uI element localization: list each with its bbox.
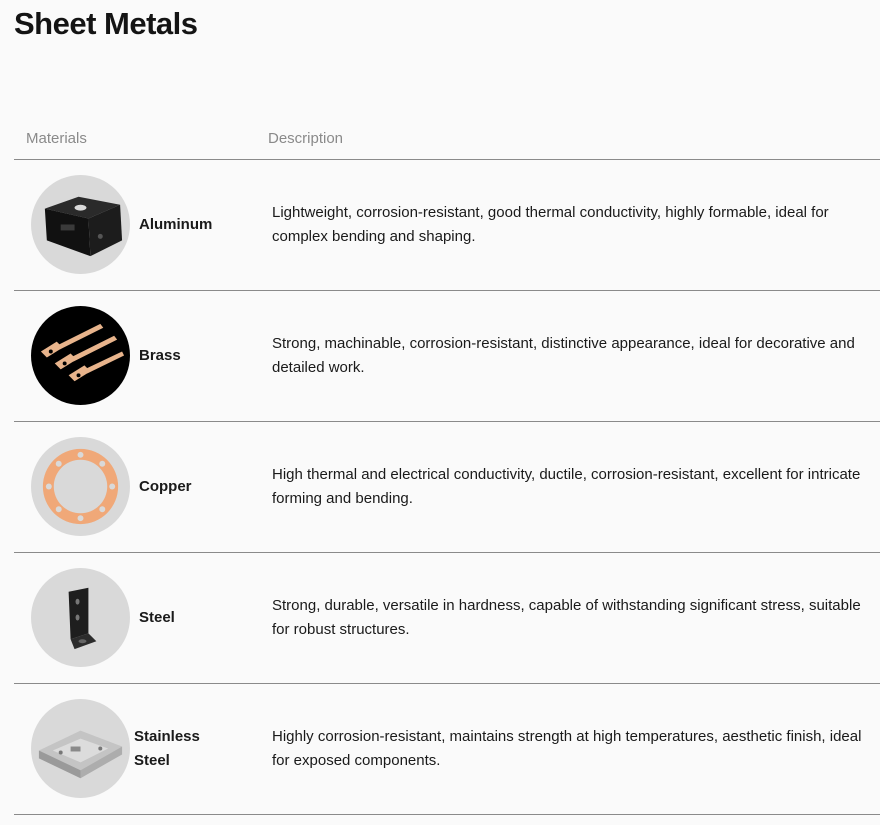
material-description: High thermal and electrical conductivity, ductile, corrosion-resistant, excellent for intricate forming and bending. <box>272 466 861 507</box>
copper-image <box>31 437 130 536</box>
materials-table <box>14 121 880 815</box>
aluminum-image <box>31 175 130 274</box>
material-description: Strong, durable, versatile in hardness, capable of withstanding significant stress, suitable for robust structures. <box>272 597 861 638</box>
header-materials: Materials <box>26 130 87 147</box>
page-title: Sheet Metals <box>14 6 198 41</box>
material-name: Brass <box>139 347 181 364</box>
table-row <box>14 553 880 684</box>
material-description: Strong, machinable, corrosion-resistant, distinctive appearance, ideal for decorative and detailed work. <box>272 335 855 376</box>
table-header <box>14 121 880 160</box>
table-row <box>14 684 880 815</box>
steel-image <box>31 568 130 667</box>
material-description: Highly corrosion-resistant, maintains strength at high temperatures, aesthetic finish, ideal for exposed components. <box>272 728 862 769</box>
table-row <box>14 422 880 553</box>
material-name: Copper <box>139 478 192 495</box>
material-name: Aluminum <box>139 216 213 233</box>
brass-image <box>31 306 130 405</box>
material-name: Steel <box>139 609 175 626</box>
table-row <box>14 291 880 422</box>
table-row <box>14 160 880 291</box>
header-description: Description <box>268 130 344 147</box>
stainless-steel-image <box>31 699 130 798</box>
material-description: Lightweight, corrosion-resistant, good thermal conductivity, highly formable, ideal for complex bending and shaping. <box>272 204 829 245</box>
material-name: Stainless Steel <box>134 728 200 769</box>
